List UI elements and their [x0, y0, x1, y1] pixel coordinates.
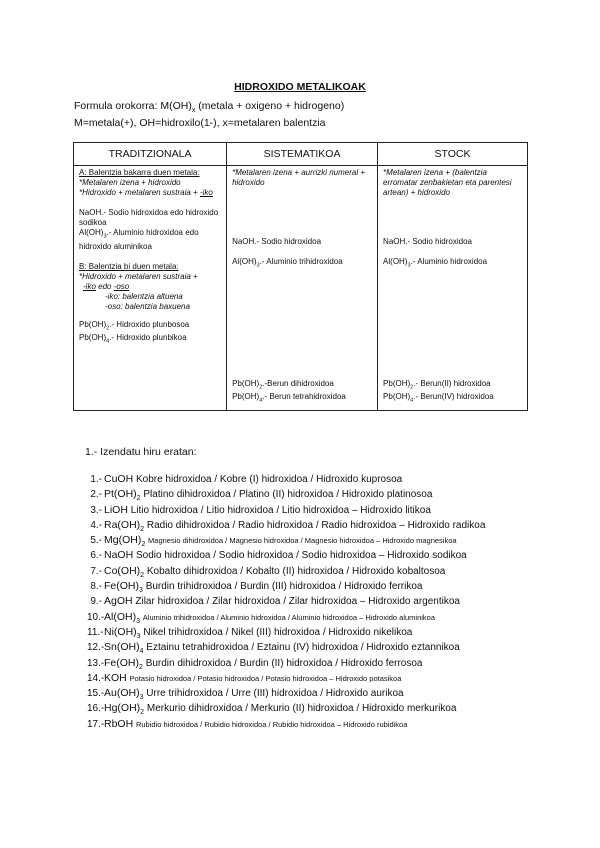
item-number: 8.- — [90, 581, 102, 593]
item-formula: $Mg(OH)_2$ — [104, 534, 146, 549]
item-names: Eztainu tetrahidroxidoa / Eztainu (IV) hidroxidoa / Hidroxido eztannikoa — [146, 642, 460, 654]
rule-text: *Metalaren izena + aurrizki numeral + hidroxido — [232, 168, 366, 187]
item-formula: $Sn(OH)_4$ — [104, 641, 144, 656]
example-aloh3: $Al(OH)_3.-$ Aluminio trihidroxidoa — [232, 257, 343, 269]
list-item — [87, 472, 485, 487]
nomenclature-table — [73, 142, 528, 411]
item-number: 14.- — [87, 672, 105, 684]
example-pboh2: $Pb(OH)_2$.-Berun dihidroxidoa — [232, 378, 334, 391]
list-item — [87, 625, 485, 640]
item-names: Sodio hidroxidoa / Sodio hidroxidoa / Sodio hidroxidoa – Hidroxido sodikoa — [135, 550, 467, 562]
systematic-cell — [227, 166, 378, 411]
item-names: Radio dihidroxidoa / Radio hidroxidoa / Radio hidroxidoa – Hidroxido radikoa — [146, 519, 486, 531]
item-formula: NaOH — [104, 549, 134, 562]
list-item — [87, 640, 485, 655]
page-title: HIDROXIDO METALIKOAK — [234, 81, 366, 93]
example-aloh3: $Al(OH)_3.-$ Aluminio hidroxidoa edo hidroxido aluminikoa — [79, 228, 199, 251]
example-naoh: NaOH.- Sodio hidroxidoa — [232, 237, 322, 246]
list-item — [87, 518, 485, 533]
rule-text: -iko edo -oso — [83, 281, 130, 291]
item-formula: $Hg(OH)_2$ — [104, 702, 145, 717]
example-pboh4: $Pb(OH)_4.-$ Hidroxido plunbikoa — [79, 333, 187, 345]
item-names: Merkurio dihidroxidoa / Merkurio (II) hidroxidoa / Hidroxido merkurikoa — [146, 703, 457, 715]
item-number: 17.- — [87, 718, 105, 730]
example-naoh: NaOH.- Sodio hidroxidoa edo hidroxido sodikoa — [79, 208, 219, 227]
item-formula: $Pt(OH)_2$ — [104, 488, 141, 503]
list-item — [87, 548, 485, 563]
item-number: 13.- — [87, 657, 105, 669]
general-formula-text — [74, 100, 344, 130]
rule-text: *Metalaren izena + (balentzia erromatar zenbakietan eta parentesi artean) + hidroxido — [383, 168, 512, 197]
item-formula: $Au(OH)_3$ — [104, 687, 144, 702]
item-formula: $Al(OH)_3$ — [104, 610, 140, 625]
example-pboh2: $Pb(OH)_2.-$ Hidroxido plunbosoa — [79, 319, 190, 332]
item-formula: RbOH — [104, 717, 134, 730]
item-number: 11.- — [87, 626, 104, 638]
item-names: Burdin trihidroxidoa / Burdin (III) hidroxidoa / Hidroxido ferrikoa — [145, 581, 423, 593]
item-formula: $Co(OH)_2$ — [104, 564, 145, 579]
item-formula: LiOH — [104, 503, 128, 516]
item-names: Aluminio trihidroxidoa / Aluminio hidroxidoa / Aluminio hidroxidoa – Hidroxido aluminikoa — [142, 612, 436, 622]
list-item — [87, 610, 485, 625]
item-names: Burdin dihidroxidoa / Burdin (II) hidroxidoa / Hidroxido ferrosoa — [145, 657, 423, 669]
table-header-row — [74, 143, 528, 166]
item-names: Nikel trihidroxidoa / Nikel (III) hidroxidoa / Hidroxido nikelikoa — [143, 626, 413, 638]
traditional-cell — [74, 166, 227, 411]
item-number: 10.- — [87, 611, 105, 623]
header-stock: STOCK — [378, 143, 528, 166]
example-naoh: NaOH.- Sodio hidroxidoa — [383, 237, 472, 246]
item-number: 12.- — [87, 642, 105, 654]
stock-cell — [378, 166, 528, 411]
item-number: 15.- — [87, 688, 105, 700]
table-body-row — [74, 166, 528, 411]
item-names: Magnesio dihidroxidoa / Magnesio hidroxidoa / Magnesio hidroxidoa – Hidroxido magnesikoa — [148, 536, 457, 546]
item-number: 3.- — [90, 504, 102, 516]
item-formula: $Ni(OH)_3$ — [104, 625, 141, 641]
exercise-heading: 1.- Izendatu hiru eratan: — [85, 446, 197, 458]
item-names: Potasio hidroxidoa / Potasio hidroxidoa / Potasio hidroxidoa – Hidroxido potasikoa — [129, 673, 402, 683]
item-formula: $Ra(OH)_2$ — [104, 518, 145, 533]
list-item — [87, 717, 485, 732]
item-number: 5.- — [90, 535, 102, 547]
item-number: 4.- — [90, 519, 102, 531]
list-item — [87, 656, 485, 671]
item-formula: AgOH — [104, 595, 133, 608]
rule-text: *Hidroxido + metalaren sustraia + -iko — [79, 188, 213, 197]
item-formula: $Fe(OH)_3$ — [104, 580, 143, 595]
item-formula: KOH — [104, 671, 127, 684]
legend-line: M=metala(+), OH=hidroxilo(1-), x=metalaren balentzia — [74, 117, 326, 130]
rule-text: *Metalaren izena + hidroxido — [79, 178, 181, 187]
item-names: Platino dihidroxidoa / Platino (II) hidroxidoa / Hidroxido platinosoa — [143, 489, 433, 501]
section-b-heading: B: Balentzia bi duen metala: — [79, 261, 179, 271]
item-number: 16.- — [87, 703, 105, 715]
list-item — [87, 579, 485, 594]
item-names: Rubidio hidroxidoa / Rubidio hidroxidoa / Rubidio hidroxidoa – Hidroxido rubidikoa — [135, 719, 408, 729]
item-number: 6.- — [90, 550, 102, 562]
list-item — [87, 564, 485, 579]
list-item — [87, 686, 485, 701]
item-formula: CuOH — [104, 473, 134, 485]
item-number: 9.- — [90, 596, 102, 608]
note-text: -iko: balentzia altuena — [105, 291, 183, 301]
list-item — [87, 487, 485, 502]
list-item — [87, 594, 485, 609]
formula-line: Formula orokorra: $M(OH)_x$ (metala + oxigeno + hidrogeno) — [74, 100, 345, 115]
item-number: 1.- — [90, 474, 102, 485]
list-item — [87, 503, 485, 518]
header-systematic: SISTEMATIKOA — [227, 143, 378, 166]
item-names: Kobre hidroxidoa / Kobre (I) hidroxidoa / Hidroxido kuprosoa — [135, 474, 403, 485]
item-names: Zilar hidroxidoa / Zilar hidroxidoa / Zilar hidroxidoa – Hidroxido argentikoa — [135, 596, 460, 608]
item-number: 7.- — [90, 565, 102, 577]
note-text: -oso: balentzia baxuena — [105, 301, 190, 311]
rule-text: *Hidroxido + metalaren sustraia + — [79, 271, 198, 281]
exercise-list — [87, 472, 485, 732]
list-item — [87, 533, 485, 548]
item-formula: $Fe(OH)_2$ — [104, 656, 143, 671]
item-names: Kobalto dihidroxidoa / Kobalto (II) hidroxidoa / Hidroxido kobaltosoa — [146, 565, 446, 577]
item-names: Urre trihidroxidoa / Urre (III) hidroxidoa / Hidroxido aurikoa — [146, 688, 404, 700]
example-pboh2: $Pb(OH)_2.-$ Berun(II) hidroxidoa — [383, 378, 491, 391]
item-names: Litio hidroxidoa / Litio hidroxidoa / Litio hidroxidoa – Hidroxido litikoa — [130, 504, 431, 516]
example-pboh4: $Pb(OH)_4.-$ Berun(IV) hidroxidoa — [383, 392, 494, 404]
example-aloh3: $Al(OH)_3.-$ Aluminio hidroxidoa — [383, 257, 488, 269]
list-item — [87, 671, 485, 686]
header-traditional: TRADITZIONALA — [74, 143, 227, 166]
example-pboh4: $Pb(OH)_4.-$ Berun tetrahidroxidoa — [232, 392, 346, 404]
list-item — [87, 701, 485, 716]
item-number: 2.- — [90, 489, 102, 501]
section-a-heading: A: Balentzia bakarra duen metala: — [79, 168, 200, 177]
